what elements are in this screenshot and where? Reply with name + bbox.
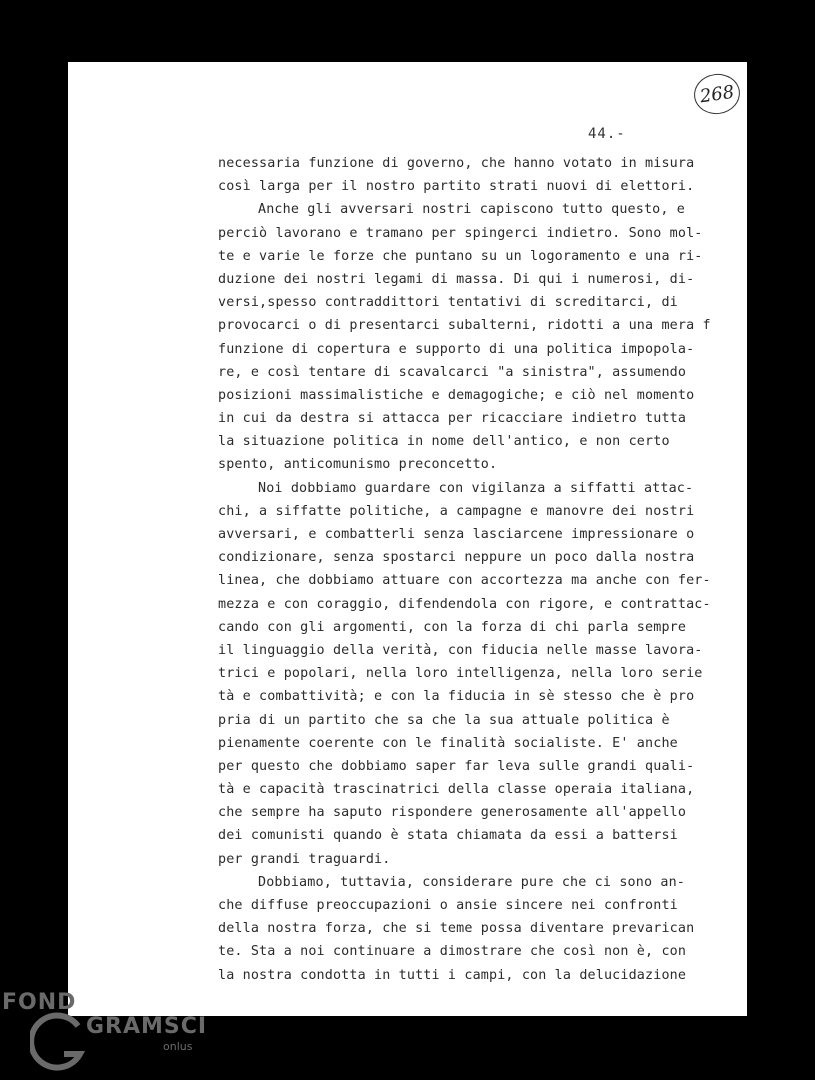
text-line: spento, anticomunismo preconcetto. <box>218 457 498 473</box>
text-line: linea, che dobbiamo attuare con accortezza ma anche con fer- <box>218 573 711 589</box>
text-line: mezza e con coraggio, difendendola con rigore, e contrattac- <box>218 596 711 612</box>
text-line: la nostra condotta in tutti i campi, con la delucidazione <box>218 967 687 983</box>
text-line: funzione di copertura e supporto di una politica impopola- <box>218 341 695 357</box>
text-line: Dobbiamo, tuttavia, considerare pure che ci sono an- <box>258 874 686 890</box>
text-line: la situazione politica in nome dell'antico, e non certo <box>218 434 670 450</box>
text-line: che sempre ha saputo rispondere generosamente all'appello <box>218 805 687 821</box>
text-line: per questo che dobbiamo saper far leva sulle grandi quali- <box>218 758 695 774</box>
text-line: posizioni massimalistiche e demagogiche; e ciò nel momento <box>218 387 695 403</box>
text-line: duzione dei nostri legami di massa. Di qui i numerosi, di- <box>218 271 695 287</box>
text-line: trici e popolari, nella loro intelligenza, nella loro serie <box>218 666 703 682</box>
watermark-onlus-text: onlus <box>163 1040 193 1053</box>
text-line: Noi dobbiamo guardare con vigilanza a siffatti attac- <box>258 480 694 496</box>
document-page <box>68 62 747 1016</box>
text-line: te e varie le forze che puntano su un logoramento e una ri- <box>218 248 703 264</box>
text-line: tà e combattività; e con la fiducia in sè stesso che è pro <box>218 689 695 705</box>
text-line: tà e capacità trascinatrici della classe operaia italiana, <box>218 782 695 798</box>
text-line: che diffuse preoccupazioni o ansie sincere nei confronti <box>218 898 678 913</box>
text-line: re, e così tentare di scavalcarci "a sinistra", assumendo <box>218 364 687 380</box>
text-line: versi,spesso contraddittori tentativi di screditarci, di <box>218 295 678 311</box>
text-line: te. Sta a noi continuare a dimostrare che così non è, con <box>218 944 687 960</box>
watermark-fond-text: FOND <box>2 990 77 1015</box>
text-line: dei comunisti quando è stata chiamata da essi a battersi <box>218 828 678 844</box>
text-line: condizionare, senza spostarci neppure un poco dalla nostra <box>218 550 695 566</box>
text-line: per grandi traguardi. <box>218 851 391 867</box>
fondazione-gramsci-watermark <box>0 988 240 1080</box>
text-line: così larga per il nostro partito strati nuovi di elettori. <box>218 179 695 195</box>
text-line: necessaria funzione di governo, che hanno votato in misura <box>218 156 695 171</box>
page-number: 44.- <box>588 126 626 142</box>
text-line: pienamente coerente con le finalità socialiste. E' anche <box>218 735 678 751</box>
text-line: in cui da destra si attacca per ricacciare indietro tutta <box>218 411 687 427</box>
typed-text-body <box>218 152 738 987</box>
text-line: pria di un partito che sa che la sua attuale politica è <box>218 712 670 728</box>
text-line: perciò lavorano e tramano per spingerci indietro. Sono mol- <box>218 225 703 241</box>
text-line: chi, a siffatte politiche, a campagne e manovre dei nostri <box>218 503 695 519</box>
text-line: avversari, e combatterli senza lasciarcene impressionare o <box>218 527 695 542</box>
text-line: Anche gli avversari nostri capiscono tutto questo, e <box>258 202 686 218</box>
text-line: provocarci o di presentarci subalterni, ridotti a una mera f <box>218 318 711 334</box>
text-line: della nostra forza, che si teme possa diventare prevarican <box>218 921 695 937</box>
archive-page-number: 268 <box>691 71 742 117</box>
text-line: il linguaggio della verità, con fiducia nelle masse lavora- <box>218 642 703 658</box>
watermark-logo-icon <box>30 1006 90 1076</box>
text-line: cando con gli argomenti, con la forza di chi parla sempre <box>218 619 687 635</box>
watermark-gramsci-text: GRAMSCI <box>86 1014 208 1039</box>
